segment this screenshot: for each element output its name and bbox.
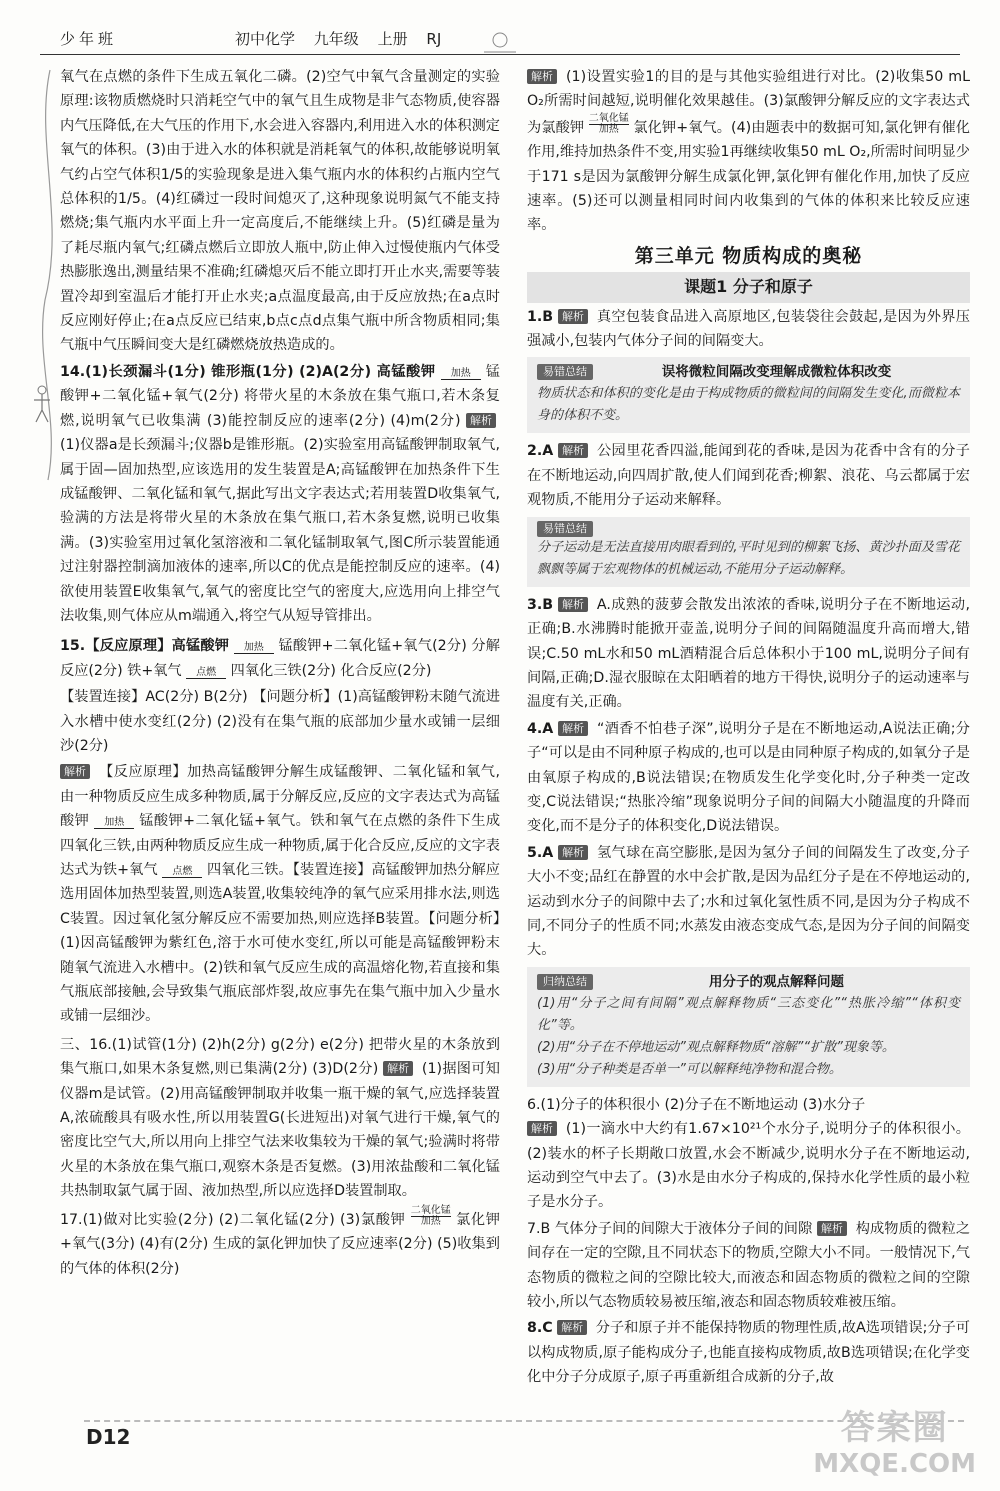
reaction-arrow: 二氧化锰 加热 [588,112,629,135]
answer-17: 17.(1)做对比实验(2分) (2)二氧化锰(2分) (3)氯酸钾 二氧化锰 加热 氯化钾+氧气(3分) (4)有(2分) 生成的氯化钾加快了反应速率(2分) (5)收集到的气体的体积(2分) [60,1204,500,1277]
reaction-arrow: 加热 [234,643,274,654]
note-tag: 归纳总结 [537,974,593,990]
mistake-summary-box [527,517,970,587]
note-heading: 误将微粒间隔改变理解成微粒体积改变 [661,364,892,381]
reaction-arrow: 点燃 [186,668,226,679]
analysis-tag: 解析 [558,597,588,612]
left-column [60,65,500,1283]
answer-14: 14.(1)长颈漏斗(1分) 锥形瓶(1分) (2)A(2分) 高锰酸钾 加热 锰酸钾+二氧化锰+氧气(2分) 将带火星的木条放在集气瓶口,若木条复燃,说明氧气已收集满 (3)能控制反应的速率(2分) (4)m(2分) 解析 (1)仪器a是长颈漏斗;仪器b是锥形瓶。(2)实验室用高锰酸钾制取氧气,属于固—固加热型,应该选用的发生装置是A;高锰酸钾在加热条件下生成锰酸钾、二氧化锰和氧气,据此写出文字表达式;若用装置D收集氧气,验满的方法是将带火星的木条放在集气瓶口,若木条复燃,说明已收集满。(3)实验室用过氧化氢溶液和二氧化锰制取氧气,图C所示装置能通过注射器控制滴加液体的速率,所以C的优点是能控制反应的速率。(4)欲使用装置E收集氧气,氧气的密度比空气的密度大,应选用向上排空气法收集,则气体应从m端通入,将空气从短导管排出。 [60,363,500,624]
reaction-arrow: 加热 [441,369,481,380]
note-body: 分子运动是无法直接用肉眼看到的,平时见到的柳絮飞扬、黄沙扑面及雪花飘飘等属于宏观物体的机械运动,不能用分子运动解释。 [537,539,960,577]
analysis-tag: 解析 [383,1061,413,1076]
note-line: (3)用“分子种类是否单一”可以解释纯净物和混合物。 [537,1061,842,1077]
answer-15-part2: 【装置连接】AC(2分) B(2分) 【问题分析】(1)高锰酸钾粉末随气流进入水槽中使水变红(2分) (2)没有在集气瓶的底部加少量水或铺一层细沙(2分) [60,689,500,754]
analysis-tag: 解析 [527,69,557,84]
answer-1: 1.B 解析 真空包装食品进入高原地区,包装袋往会鼓起,是因为外界压强减小,包装内气体分子间的间隔变大。 [527,308,970,350]
reaction-arrow: 二氧化锰 加热 [410,1204,451,1227]
summary-box [527,967,970,1087]
answer-15: 15.【反应原理】高锰酸钾 加热 锰酸钾+二氧化锰+氧气(2分) 分解反应(2分) 铁+氧气 点燃 四氧化三铁(2分) 化合反应(2分) [60,638,500,679]
answer-8: 8.C 解析 分子和原子并不能保持物质的物理性质,故A选项错误;分子可以构成物质,原子能构成分子,也能直接构成物质,故B选项错误;在化学变化中分子分成原子,原子再重新组合成新的分子,故 [527,1320,970,1386]
edition: RJ [426,30,442,48]
mistake-summary-box [527,357,970,433]
answer-4: 4.A 解析 “酒香不怕巷子深”,说明分子是在不断地运动,A说法正确;分子“可以是由不同种原子构成的,也可以是由同种原子构成的,如氧分子是由氧原子构成的,B说法错误;在物质发生化学变化时,分子种类一定改变,C说法错误;“热胀冷缩”现象说明分子间的间隔大小随温度的升降而变化,而不是分子的体积变化,D说法错误。 [527,720,970,835]
analysis-tag: 解析 [558,845,588,860]
book-title [235,28,455,49]
analysis-tag: 解析 [558,309,588,324]
analysis-tag: 解析 [817,1221,847,1236]
grade: 九年级 [313,30,359,48]
note-tag: 易错总结 [537,521,593,537]
subject: 初中化学 [235,30,296,48]
analysis-tag: 解析 [527,1121,557,1136]
lesson-title: 课题1 分子和原子 [527,272,970,302]
note-line: (2)用“分子在不停地运动”观点解释物质“溶解”“扩散”现象等。 [537,1039,895,1055]
answer-7: 7.B 气体分子间的间隙大于液体分子间的间隙 解析 构成物质的微粒之间存在一定的空隙,且不同状态下的物质,空隙大小不同。一般情况下,气态物质的微粒之间的空隙比较大,而液态和固态物质的微粒之间的空隙较小,所以气态物质较易被压缩,液态和固态物质较难被压缩。 [527,1220,971,1311]
watermark: 答案圈 MXQE.COM [813,1408,976,1479]
answer-2: 2.A 解析 公园里花香四溢,能闻到花的香味,是因为花香中含有的分子在不断地运动,向四周扩散,使人们闻到花香;柳絮、浪花、乌云都属于宏观物质,不能用分子运动来解释。 [527,443,970,509]
answer-17-analysis: 解析 (1)设置实验1的目的是与其他实验组进行对比。(2)收集50 mL O₂所需时间越短,说明催化效果越佳。(3)氯酸钾分解反应的文字表达式为氯酸钾 二氧化锰 加热 氯化钾+氧气。(4)由题表中的数据可知,氯化钾有催化作用,维持加热条件不变,用实验1再继续收集50 mL O₂,所需时间明显少于171 s是因为氯酸钾分解生成氯化钾,氯化钾有催化作用,加快了反应速率。(5)还可以测量相同时间内收集到的气体的体积来比较反应速率。 [527,69,970,234]
answer-15-analysis: 解析 【反应原理】加热高锰酸钾分解生成锰酸钾、二氧化锰和氧气,由一种物质反应生成多种物质,属于分解反应,反应的文字表达式为高锰酸钾 加热 锰酸钾+二氧化锰+氧气。铁和氧气在点燃的条件下生成四氧化三铁,由两种物质反应生成一种物质,属于化合反应,反应的文字表达式为铁+氧气 点燃 四氧化三铁。【装置连接】高锰酸钾加热分解应选用固体加热型装置,则选A装置,收集较纯净的氧气应采用排水法,则选C装置。因过氧化氢分解反应不需要加热,则应选择B装置。【问题分析】(1)因高锰酸钾为紫红色,溶于水可使水变红,所以可能是高锰酸钾粉末随氧气流进入水槽中。(2)铁和氧气反应生成的高温熔化物,若直接和集气瓶底部接触,会导致集气瓶底部炸裂,故应事先在集气瓶中加入少量水或铺一层细沙。 [60,764,501,1025]
note-heading: 用分子的观点解释问题 [709,973,844,990]
note-body: 物质状态和体积的变化是由于构成物质的微粒间的间隔发生变化,而微粒本身的体积不变。 [537,386,960,424]
reaction-arrow: 加热 [94,818,134,829]
analysis-tag: 解析 [557,1320,587,1335]
answer-16: 三、16.(1)试管(1分) (2)h(2分) g(2分) e(2分) 把带火星的木条放到集气瓶口,如果木条复燃,则已集满(2分) (3)D(2分) 解析 (1)据图可知仪器m是试管。(2)用高锰酸钾制取并收集一瓶干燥的氧气,应选择装置A,浓硫酸具有吸水性,所以用装置G(长进短出)对氧气进行干燥,氧气的密度比空气大,所以用向上排空气法来收集较为干燥的氧气;验满时将带火星的木条放在集气瓶口,观察木条是否复燃。(3)用浓盐酸和二氧化锰共热制取氯气属于固、液加热型,所以应选择D装置制取。 [60,1036,500,1200]
analysis-tag: 解析 [558,721,588,736]
unit-title: 第三单元 物质构成的奥秘 [634,244,863,267]
header-sketch-icon [480,28,520,56]
paragraph: 氧气在点燃的条件下生成五氧化二磷。(2)空气中氧气含量测定的实验原理:该物质燃烧时只消耗空气中的氧气且生成物是非气态物质,使容器内气压降低,在大气压的作用下,水会进入容器内,利用进入水的体积测定氧气的体积。(3)由于进入水的体积就是消耗氧气的体积,故能够说明氧气约占空气体积1/5的实验现象是进入集气瓶内水的体积约占瓶内空气总体积的1/5。(4)红磷过一段时间熄灭了,这种现象说明氮气不能支持燃烧;集气瓶内水平面上升一定高度后,不能继续上升。(5)红磷是量为了耗尽瓶内氧气;红磷点燃后立即放人瓶中,防止伸入过慢使瓶内气体受热膨胀逸出,测量结果不准确;红磷熄灭后不能立即打开止水夹,需要等装置冷却到室温后才能打开止水夹;a点温度最高,由于反应放热;在a点时反应刚好停止;在a点反应已结束,b点c点d点集气瓶中所含物质相同;集气瓶中气压瞬间变大是红磷燃烧放热造成的。 [60,69,500,354]
answer-5: 5.A 解析 氢气球在高空膨胀,是因为氢分子间的间隔发生了改变,分子大小不变;品红在静置的水中会扩散,是因为品红分子是在不停地运动的,运动到水分子的间隙中去了;水和过氧化氢性质不同,是因为分子构成不同,不同分子的性质不同;水蒸发由液态变成气态,是因为分子间的间隔变大。 [527,844,970,959]
analysis-tag: 解析 [60,764,90,779]
series-logo: 少年班 [60,30,118,48]
volume: 上册 [377,30,408,48]
reaction-arrow: 点燃 [162,867,202,878]
note-tag: 易错总结 [537,364,593,380]
right-column [527,65,970,1392]
answer-6: 6.(1)分子的体积很小 (2)分子在不断地运动 (3)水分子 解析 (1)一滴水中大约有1.67×10²¹个水分子,说明分子的体积很小。(2)装水的杯子长期敞口放置,水会不断减少,说明水分子在不断地运动,运动到空气中去了。(3)水是由水分子构成的,保持水化学性质的最小粒子是水分子。 [527,1096,970,1211]
answer-3: 3.B 解析 A.成熟的菠萝会散发出浓浓的香味,说明分子在不断地运动,正确;B.水沸腾时能掀开壶盖,说明分子间的间隔随温度升高而增大,错误;C.50 mL水和50 mL酒精混合后总体积小于100 mL,说明分子间有间隔,正确;D.湿衣服晾在太阳晒着的地方干得快,说明分子的运动速率与温度有关,正确。 [527,596,970,711]
page-number: D12 [86,1425,131,1449]
analysis-tag: 解析 [466,413,496,428]
analysis-tag: 解析 [558,443,588,458]
note-line: (1)用“分子之间有间隔”观点解释物质“三态变化”“热胀冷缩”“体积变化”等。 [537,995,960,1033]
